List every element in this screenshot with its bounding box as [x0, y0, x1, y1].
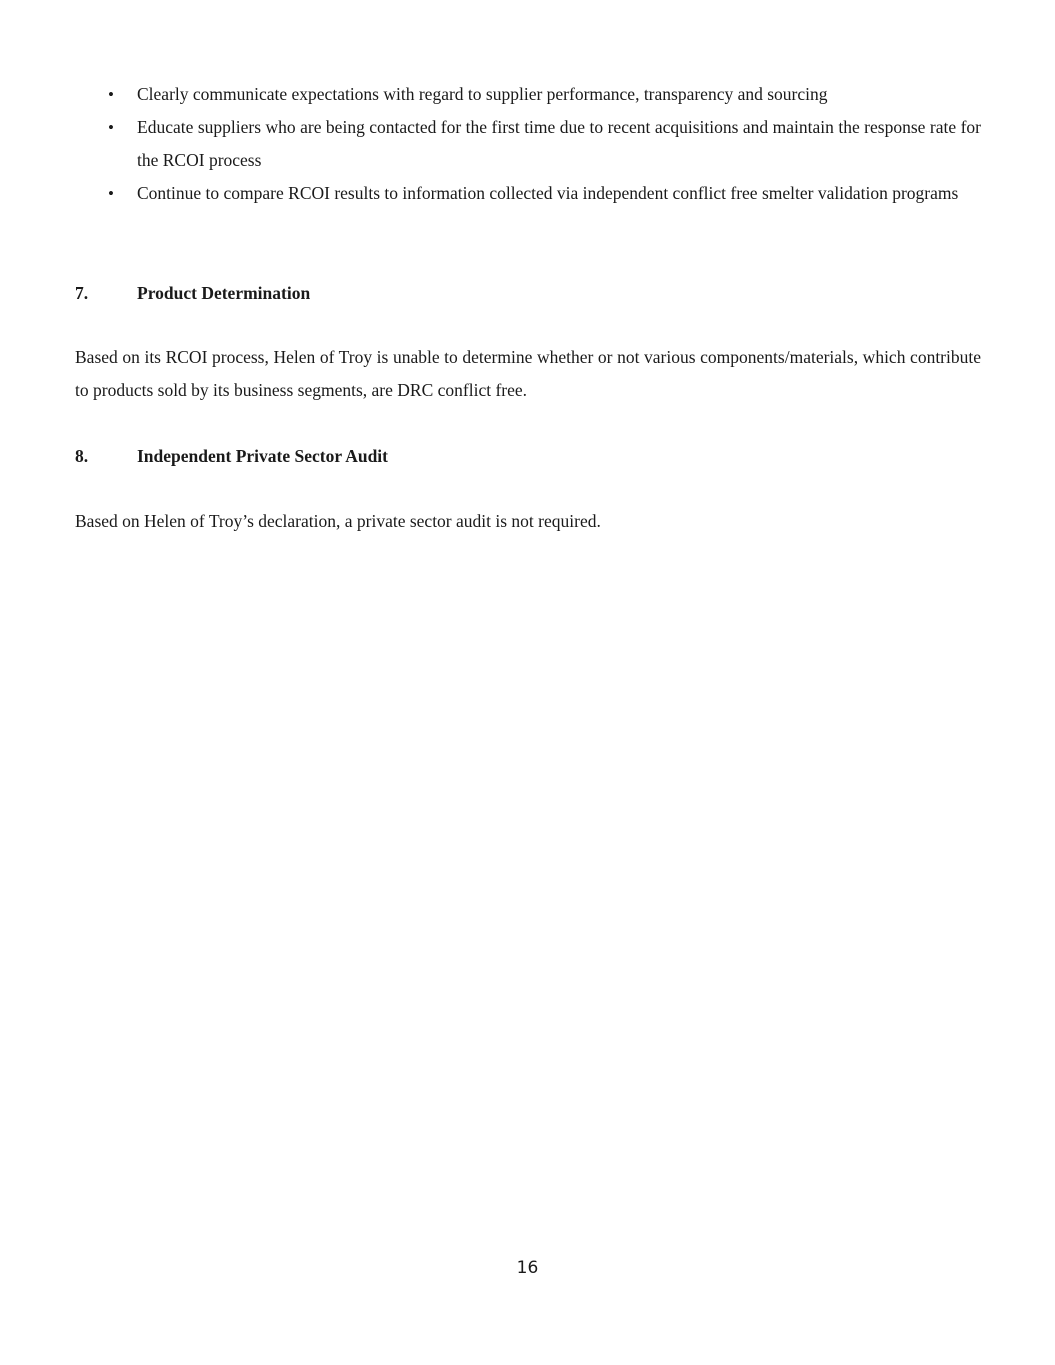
bullet-item [75, 78, 981, 111]
section-7-title: Product Determination [137, 283, 311, 303]
page-number: 16 [516, 1258, 539, 1278]
bullet-text: Educate suppliers who are being contacted for the first time due to recent acquisitions and maintain the response rate for the RCOI process [137, 117, 981, 170]
section-7-heading [75, 281, 310, 305]
bullet-list [75, 78, 981, 210]
section-8-body: Based on Helen of Troy’s declaration, a private sector audit is not required. [75, 511, 601, 531]
bullet-item [75, 111, 981, 177]
bullet-text: Clearly communicate expectations with regard to supplier performance, transparency and sourcing [137, 84, 828, 104]
section-8-number: 8. [75, 446, 89, 466]
bullet-item [75, 177, 981, 210]
section-7-body: Based on its RCOI process, Helen of Troy is unable to determine whether or not various components/materials, which contribute to products sold by its business segments, are DRC conflict free. [75, 347, 981, 400]
bullet-icon: • [108, 184, 114, 203]
bullet-text: Continue to compare RCOI results to information collected via independent conflict free smelter validation programs [137, 183, 959, 203]
bullet-icon: • [108, 118, 114, 137]
section-8-heading [75, 444, 388, 468]
bullet-icon: • [108, 85, 114, 104]
section-7-number: 7. [75, 283, 89, 303]
section-8-title: Independent Private Sector Audit [137, 446, 388, 466]
